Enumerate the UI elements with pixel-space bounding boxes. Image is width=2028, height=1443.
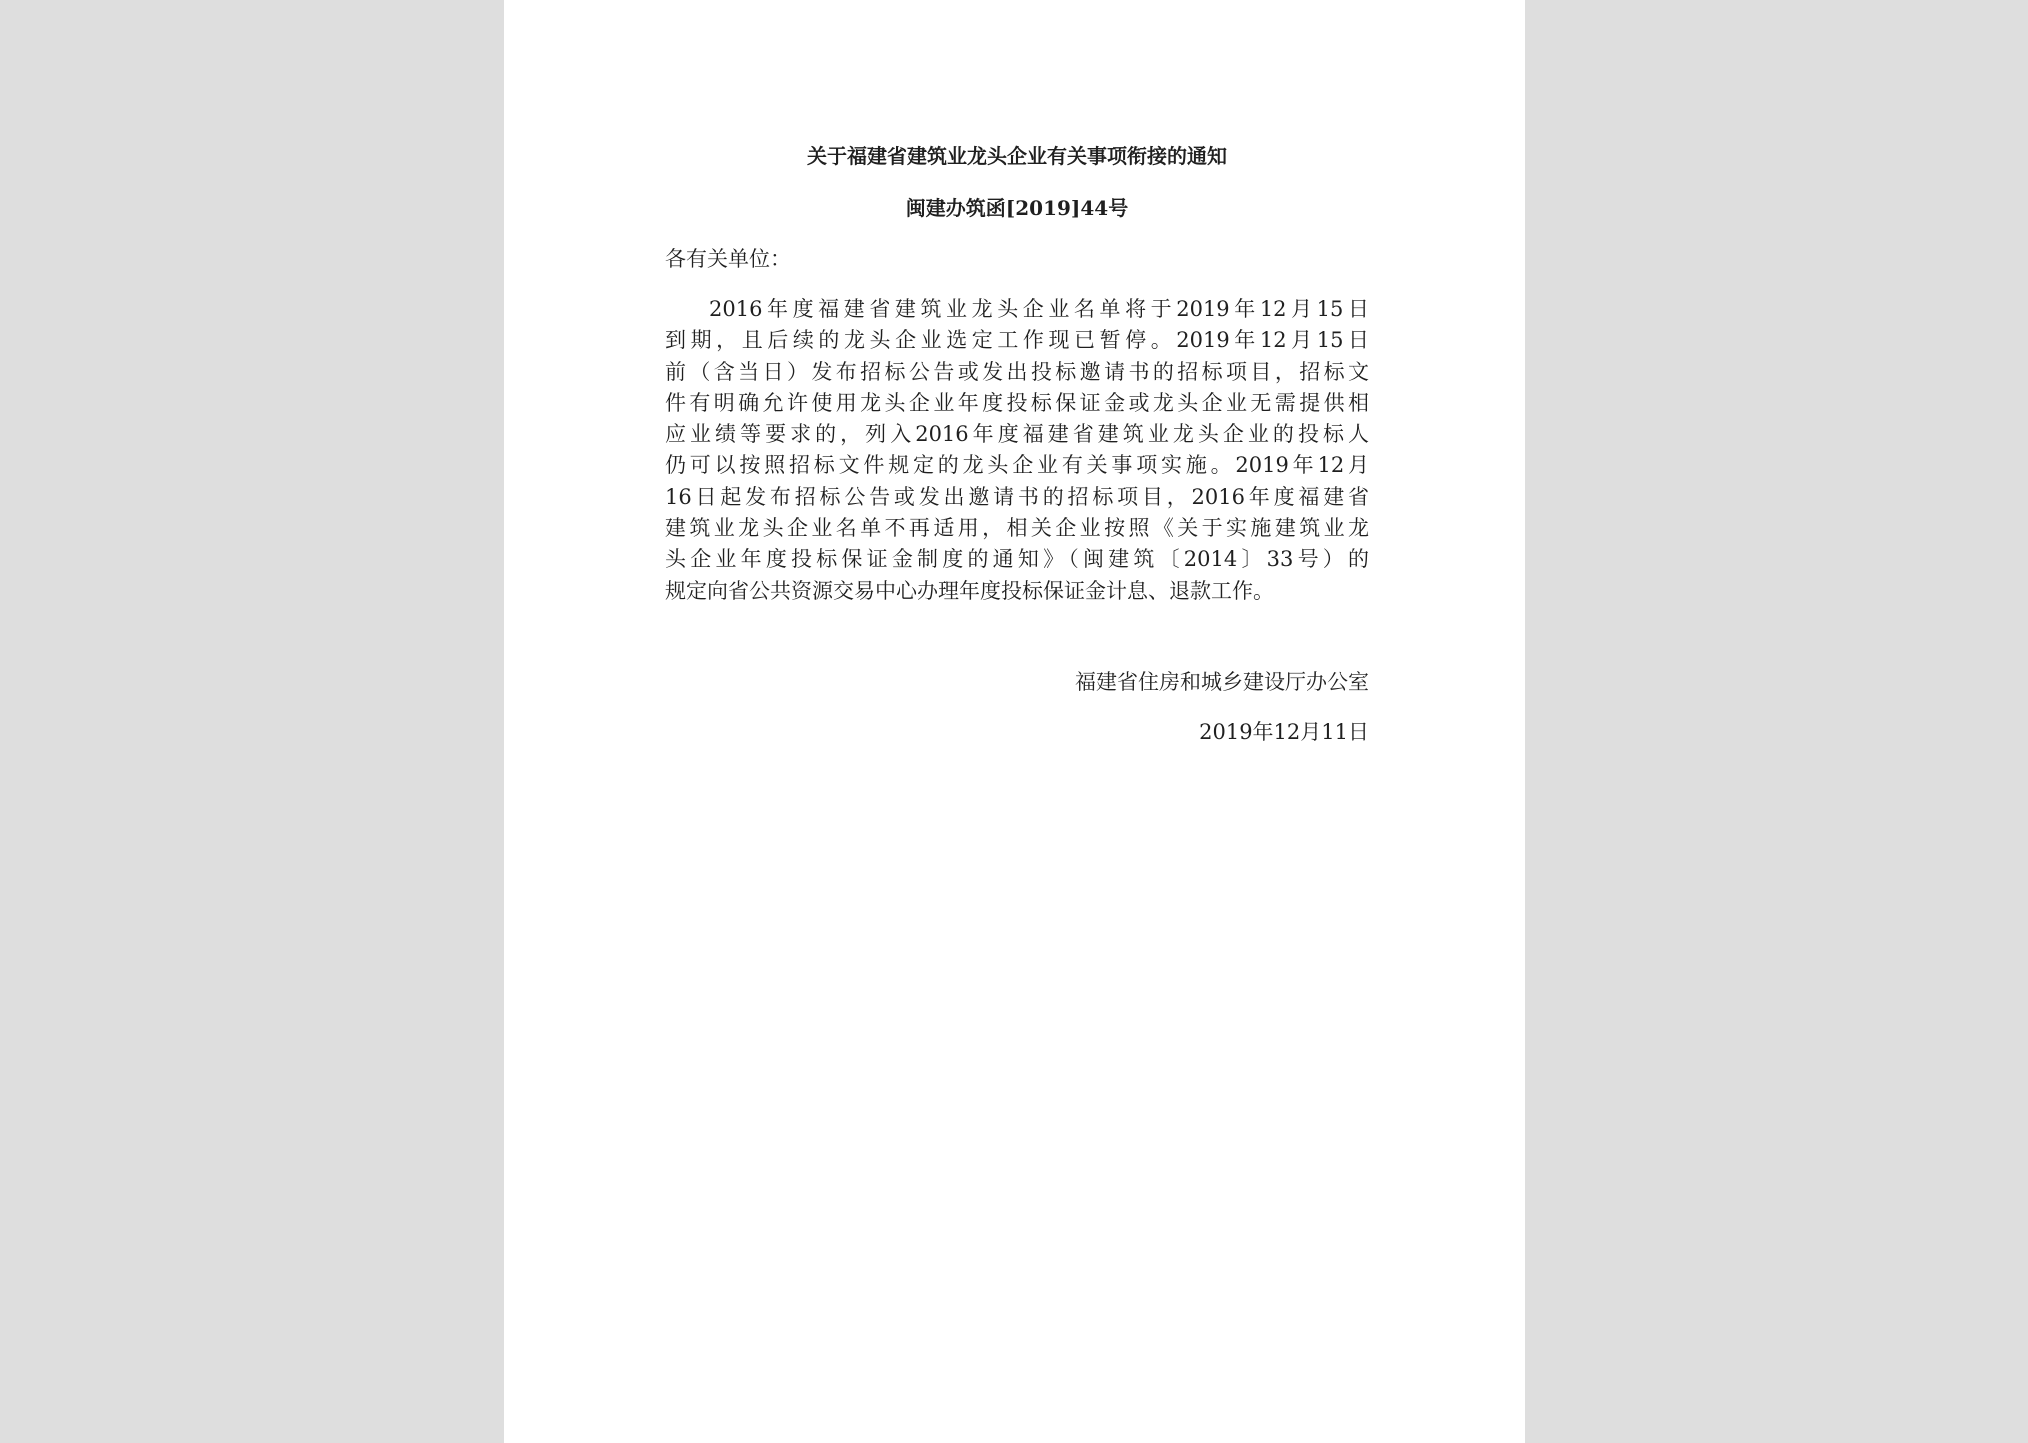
body-line: 件有明确允许使用龙头企业年度投标保证金或龙头企业无需提供相 <box>665 390 1369 415</box>
issuer-signature: 福建省住房和城乡建设厅办公室 <box>1075 669 1369 694</box>
body-paragraph <box>665 294 1369 607</box>
body-line: 2016年度福建省建筑业龙头企业名单将于2019年12月15日 <box>709 297 1369 321</box>
document-title: 关于福建省建筑业龙头企业有关事项衔接的通知 <box>807 144 1227 168</box>
document-page <box>504 0 1525 1443</box>
document-number: 闽建办筑函[2019]44号 <box>905 196 1129 220</box>
body-line: 规定向省公共资源交易中心办理年度投标保证金计息、退款工作。 <box>665 578 1274 603</box>
body-line: 应业绩等要求的，列入2016年度福建省建筑业龙头企业的投标人 <box>665 422 1369 447</box>
body-line: 前（含当日）发布招标公告或发出投标邀请书的招标项目，招标文 <box>665 359 1369 384</box>
issue-date: 2019年12月11日 <box>1199 719 1369 744</box>
body-line: 建筑业龙头企业名单不再适用，相关企业按照《关于实施建筑业龙 <box>665 516 1369 541</box>
body-line: 到期，且后续的龙头企业选定工作现已暂停。2019年12月15日 <box>665 328 1369 353</box>
body-line: 仍可以按照招标文件规定的龙头企业有关事项实施。2019年12月 <box>665 453 1369 478</box>
salutation: 各有关单位： <box>665 247 791 271</box>
body-line: 16日起发布招标公告或发出邀请书的招标项目，2016年度福建省 <box>665 484 1369 509</box>
page-content <box>665 140 1369 747</box>
body-line: 头企业年度投标保证金制度的通知》（闽建筑〔2014〕33号）的 <box>665 547 1369 572</box>
